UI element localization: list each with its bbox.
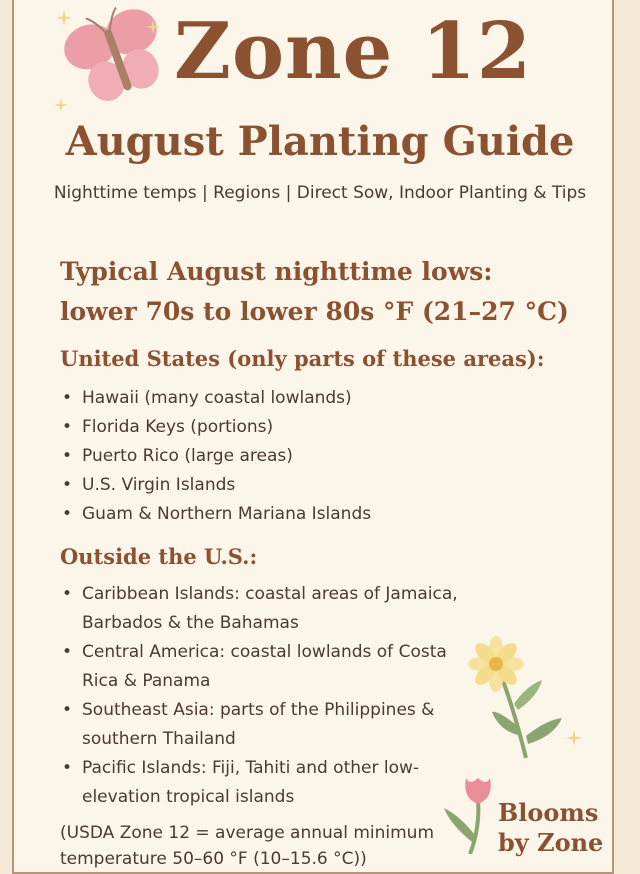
us-heading: United States (only parts of these areas): [60, 346, 545, 371]
page-subtitle: August Planting Guide [65, 118, 575, 165]
outside-heading: Outside the U.S.: [60, 544, 258, 569]
sparkle-icon [146, 20, 160, 34]
brand-logo [498, 798, 608, 858]
nighttime-lows-line2: lower 70s to lower 80s °F (21–27 °C) [60, 297, 569, 326]
brand-line1: Blooms [498, 798, 599, 827]
footnote: (USDA Zone 12 = average annual minimum temperature 50–60 °F (10–15.6 °C)) [60, 823, 435, 869]
list-item: • Central America: coastal lowlands of Costa Rica & Panama [60, 638, 480, 696]
sparkle-icon [54, 98, 68, 112]
us-list [60, 384, 480, 529]
butterfly-icon [58, 4, 178, 116]
sparkle-icon [566, 730, 582, 746]
sparkle-icon [56, 10, 72, 26]
nighttime-lows-line1: Typical August nighttime lows: [60, 257, 493, 286]
tagline: Nighttime temps | Regions | Direct Sow, Indoor Planting & Tips [53, 183, 587, 203]
page-title: Zone 12 [174, 6, 532, 97]
list-item: • Southeast Asia: parts of the Philippines & southern Thailand [60, 696, 480, 754]
nighttime-lows [60, 252, 600, 332]
list-item: • Puerto Rico (large areas) [60, 442, 480, 471]
brand-line2: by Zone [498, 828, 604, 857]
list-item: • Guam & Northern Mariana Islands [60, 500, 480, 529]
list-item: • Pacific Islands: Fiji, Tahiti and other low-elevation tropical islands [60, 754, 480, 812]
list-item: • Caribbean Islands: coastal areas of Jamaica, Barbados & the Bahamas [60, 580, 480, 638]
list-item: • U.S. Virgin Islands [60, 471, 480, 500]
list-item: • Florida Keys (portions) [60, 413, 480, 442]
list-item: • Hawaii (many coastal lowlands) [60, 384, 480, 413]
outside-list [60, 580, 480, 812]
